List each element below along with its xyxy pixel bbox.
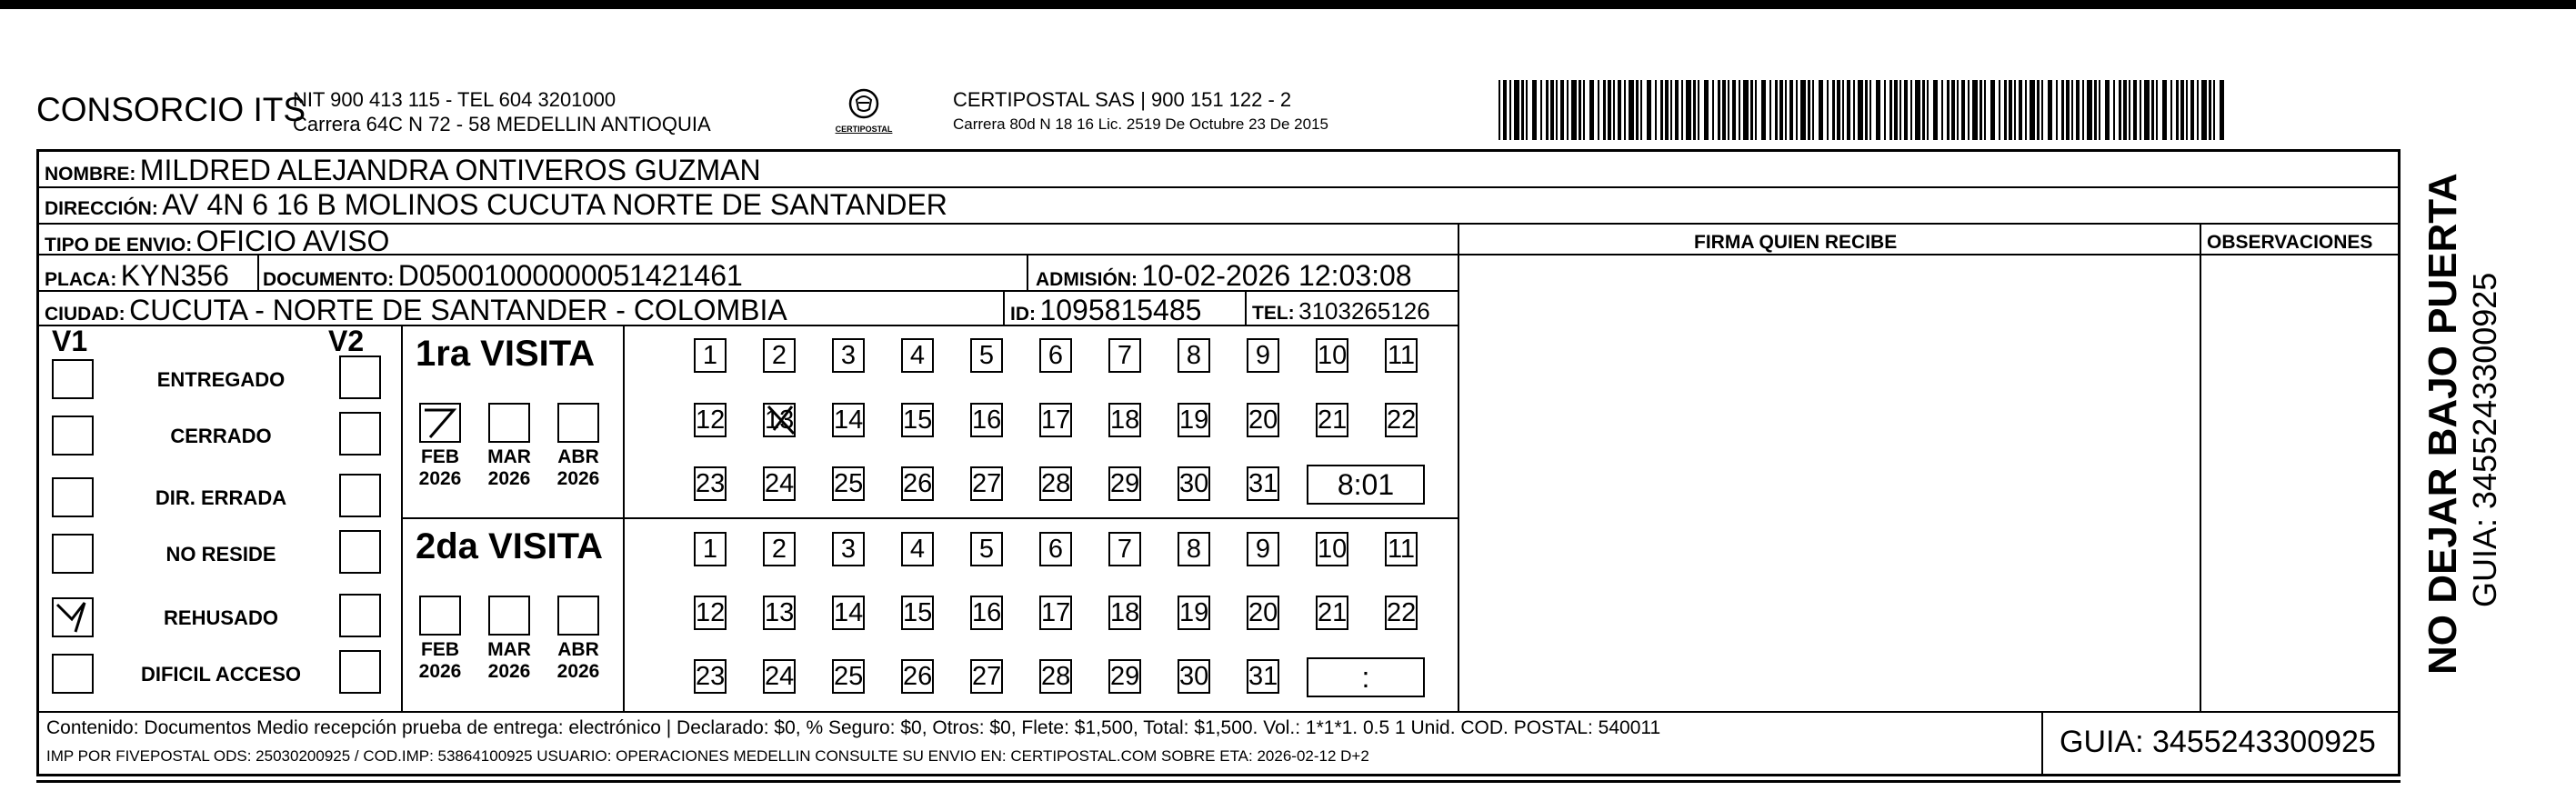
barcode-bar [1509, 80, 1511, 140]
barcode-bar [1941, 80, 1943, 140]
v2-checkbox[interactable] [339, 355, 381, 399]
barcode-bar [1546, 80, 1549, 140]
tipo-label: TIPO DE ENVIO: [45, 235, 193, 255]
v1-checkbox[interactable] [52, 416, 94, 456]
barcode-bar [1579, 80, 1581, 140]
certipostal-address: Carrera 80d N 18 16 Lic. 2519 De Octubre 23 De 2015 [953, 115, 1328, 133]
barcode-bar [2170, 80, 2172, 140]
barcode-bar [2123, 80, 2127, 140]
barcode-bar [1984, 80, 1986, 140]
nit-line: NIT 900 413 115 - TEL 604 3201000 [293, 88, 616, 111]
second-visit-day[interactable]: 28 [1039, 659, 1072, 694]
first-visit-day[interactable]: 28 [1039, 466, 1072, 501]
side-guia: GUIA: 3455243300925 [2466, 272, 2503, 607]
v2-header: V2 [328, 325, 365, 357]
bottom-edge [36, 780, 2401, 783]
first-visit-day[interactable]: 13 [763, 403, 796, 437]
second-visit-day[interactable]: 10 [1316, 532, 1348, 566]
month-name: FEB [421, 639, 459, 660]
nombre-row [45, 154, 761, 187]
barcode-bar [1853, 80, 1855, 140]
first-visit-month-box[interactable] [488, 403, 530, 443]
barcode-bar [2094, 80, 2097, 140]
direccion-row [45, 188, 947, 222]
barcode-bar [2129, 80, 2130, 140]
company-info [293, 87, 711, 136]
barcode-bar [1796, 80, 1798, 140]
first-visit-day[interactable]: 14 [832, 403, 865, 437]
first-visit-day[interactable]: 22 [1385, 403, 1418, 437]
barcode-bar [1947, 80, 1950, 140]
barcode-bar [2037, 80, 2040, 140]
barcode-bar [1832, 80, 1835, 140]
barcode-bar [2119, 80, 2121, 140]
first-visit-day[interactable]: 6 [1039, 338, 1072, 373]
barcode-bar [1540, 80, 1542, 140]
barcode-bar [1521, 80, 1524, 140]
first-visit-day[interactable]: 11 [1385, 338, 1418, 373]
logo-text: CERTIPOSTAL [835, 125, 893, 134]
first-visit-day[interactable]: 12 [694, 403, 727, 437]
month-name: MAR [487, 639, 531, 660]
barcode-bar [1728, 80, 1729, 140]
barcode-bar [1589, 80, 1594, 140]
direccion-label: DIRECCIÓN: [45, 198, 158, 219]
first-visit-day[interactable]: 10 [1316, 338, 1348, 373]
barcode [1498, 80, 2226, 140]
barcode-bar [1665, 80, 1669, 140]
barcode-bar [1660, 80, 1663, 140]
barcode-bar [2209, 80, 2211, 140]
first-visit-day[interactable]: 19 [1178, 403, 1210, 437]
barcode-bar [2076, 80, 2080, 140]
barcode-bar [1889, 80, 1892, 140]
first-visit-day[interactable]: 3 [832, 338, 865, 373]
second-visit-day[interactable]: 25 [832, 659, 865, 694]
barcode-bar [1750, 80, 1753, 140]
barcode-bar [1698, 80, 1699, 140]
first-visit-day[interactable]: 30 [1178, 466, 1210, 501]
direccion-value: AV 4N 6 16 B MOLINOS CUCUTA NORTE DE SANTANDER [162, 188, 947, 221]
barcode-bar [1951, 80, 1955, 140]
barcode-bar [2213, 80, 2215, 140]
tel-label: TEL: [1252, 303, 1295, 324]
month-year: 2026 [418, 468, 462, 489]
barcode-bar [2133, 80, 2137, 140]
id-value: 1095815485 [1039, 294, 1202, 326]
second-visit-day[interactable]: 8 [1178, 532, 1210, 566]
second-visit-month-box[interactable] [488, 596, 530, 636]
barcode-bar [2099, 80, 2100, 140]
barcode-bar [1915, 80, 1920, 140]
barcode-bar [1837, 80, 1840, 140]
barcode-bar [2061, 80, 2064, 140]
certipostal-line: CERTIPOSTAL SAS | 900 151 122 - 2 [953, 88, 1292, 111]
barcode-bar [1718, 80, 1720, 140]
barcode-bar [1957, 80, 1959, 140]
first-visit-day[interactable]: 25 [832, 466, 865, 501]
second-visit-title: 2da VISITA [416, 526, 603, 566]
barcode-bar [1498, 80, 1500, 140]
second-visit-day[interactable]: 3 [832, 532, 865, 566]
first-visit-day[interactable]: 21 [1316, 403, 1348, 437]
status-label: CERRADO [170, 425, 272, 447]
barcode-bar [1980, 80, 1982, 140]
second-visit-day[interactable]: 9 [1247, 532, 1279, 566]
company-address: Carrera 64C N 72 - 58 MEDELLIN ANTIOQUIA [293, 113, 711, 135]
first-visit-day[interactable]: 17 [1039, 403, 1072, 437]
barcode-bar [1842, 80, 1844, 140]
barcode-bar [1910, 80, 1912, 140]
barcode-bar [1827, 80, 1829, 140]
tel-row [1252, 297, 1430, 325]
barcode-bar [2156, 80, 2158, 140]
second-visit-day[interactable]: 7 [1108, 532, 1141, 566]
footer-guia: GUIA: 3455243300925 [2060, 725, 2376, 759]
ciudad-value: CUCUTA - NORTE DE SANTANDER - COLOMBIA [129, 294, 787, 326]
barcode-bar [1927, 80, 1929, 140]
placa-row [45, 259, 229, 293]
second-visit-day[interactable]: 30 [1178, 659, 1210, 694]
first-visit-month-box[interactable] [419, 403, 461, 443]
v1-checkbox[interactable] [52, 359, 94, 399]
second-visit-day[interactable]: 26 [901, 659, 934, 694]
barcode-bar [2162, 80, 2167, 140]
first-visit-day[interactable]: 29 [1108, 466, 1141, 501]
v2-checkbox[interactable] [339, 594, 381, 637]
month-name: ABR [557, 639, 599, 660]
barcode-bar [1808, 80, 1810, 140]
barcode-bar [1514, 80, 1519, 140]
barcode-bar [2025, 80, 2027, 140]
barcode-bar [1681, 80, 1683, 140]
first-visit-day[interactable]: 2 [763, 338, 796, 373]
status-label: DIFICIL ACCESO [140, 663, 301, 686]
barcode-bar [1686, 80, 1691, 140]
barcode-bar [1624, 80, 1626, 140]
placa-value: KYN356 [120, 259, 229, 292]
admision-row [1036, 259, 1412, 293]
first-visit-day[interactable]: 26 [901, 466, 934, 501]
month-name: MAR [487, 446, 531, 467]
second-visit-day[interactable]: 11 [1385, 532, 1418, 566]
certipostal-info [953, 87, 1328, 136]
second-visit-day[interactable]: 2 [763, 532, 796, 566]
barcode-bar [1636, 80, 1639, 140]
documento-value: D05001000000051421461 [397, 259, 743, 292]
status-label: NO RESIDE [165, 543, 276, 566]
barcode-bar [2071, 80, 2073, 140]
barcode-bar [1704, 80, 1709, 140]
nombre-label: NOMBRE: [45, 164, 136, 185]
nombre-value: MILDRED ALEJANDRA ONTIVEROS GUZMAN [139, 154, 761, 186]
barcode-bar [1556, 80, 1558, 140]
tipo-value: OFICIO AVISO [195, 225, 390, 257]
barcode-bar [2201, 80, 2207, 140]
barcode-bar [1990, 80, 1995, 140]
second-visit-day[interactable]: 19 [1178, 596, 1210, 630]
first-visit-day[interactable]: 20 [1247, 403, 1279, 437]
barcode-bar [1608, 80, 1611, 140]
second-visit-day[interactable]: 15 [901, 596, 934, 630]
first-visit-day[interactable]: 27 [970, 466, 1003, 501]
barcode-bar [1785, 80, 1787, 140]
barcode-bar [1933, 80, 1938, 140]
barcode-bar [2087, 80, 2092, 140]
first-visit-time[interactable]: 8:01 [1307, 465, 1425, 505]
second-visit-month-box[interactable] [557, 596, 599, 636]
barcode-bar [2009, 80, 2012, 140]
barcode-bar [1922, 80, 1925, 140]
v2-checkbox[interactable] [339, 474, 381, 517]
first-visit-day[interactable]: 5 [970, 338, 1003, 373]
first-visit-month-label [482, 446, 536, 490]
barcode-bar [1968, 80, 1970, 140]
barcode-bar [1865, 80, 1868, 140]
v2-checkbox[interactable] [339, 650, 381, 694]
barcode-bar [1732, 80, 1736, 140]
barcode-bar [2113, 80, 2115, 140]
first-visit-day[interactable]: 9 [1247, 338, 1279, 373]
month-year: 2026 [556, 468, 600, 489]
first-visit-day[interactable]: 8 [1178, 338, 1210, 373]
barcode-bar [2176, 80, 2179, 140]
barcode-bar [1819, 80, 1823, 140]
barcode-bar [2180, 80, 2184, 140]
barcode-bar [1532, 80, 1537, 140]
barcode-bar [2030, 80, 2035, 140]
barcode-bar [1812, 80, 1814, 140]
barcode-bar [1899, 80, 1901, 140]
second-visit-day[interactable]: 18 [1108, 596, 1141, 630]
barcode-bar [1526, 80, 1528, 140]
certipostal-logo [827, 85, 900, 149]
second-visit-day[interactable]: 20 [1247, 596, 1279, 630]
first-visit-month-label [413, 446, 467, 490]
second-visit-day[interactable]: 22 [1385, 596, 1418, 630]
barcode-bar [1647, 80, 1651, 140]
barcode-bar [2151, 80, 2154, 140]
barcode-bar [1779, 80, 1783, 140]
first-visit-title: 1ra VISITA [416, 334, 596, 374]
month-year: 2026 [487, 468, 531, 489]
barcode-bar [2140, 80, 2141, 140]
firma-header: FIRMA QUIEN RECIBE [1694, 232, 1898, 253]
first-visit-month-label [551, 446, 606, 490]
month-year: 2026 [556, 661, 600, 682]
first-visit-day[interactable]: 18 [1108, 403, 1141, 437]
barcode-bar [1603, 80, 1606, 140]
first-visit-day[interactable]: 24 [763, 466, 796, 501]
barcode-bar [1761, 80, 1766, 140]
barcode-bar [2190, 80, 2194, 140]
documento-label: DOCUMENTO: [263, 269, 395, 290]
barcode-bar [2186, 80, 2188, 140]
second-visit-day[interactable]: 13 [763, 596, 796, 630]
barcode-bar [1999, 80, 2000, 140]
barcode-bar [2019, 80, 2022, 140]
placa-label: PLACA: [45, 269, 117, 290]
first-visit-day[interactable]: 23 [694, 466, 727, 501]
second-visit-month-label [413, 639, 467, 683]
status-label: DIR. ERRADA [155, 486, 287, 509]
barcode-bar [2197, 80, 2199, 140]
second-visit-day[interactable]: 17 [1039, 596, 1072, 630]
barcode-bar [1789, 80, 1793, 140]
barcode-bar [1876, 80, 1880, 140]
v1-checkbox[interactable] [52, 654, 94, 694]
observaciones-header: OBSERVACIONES [2207, 232, 2373, 253]
barcode-bar [2048, 80, 2052, 140]
status-label: ENTREGADO [156, 368, 286, 391]
v1-checkbox[interactable] [52, 597, 94, 637]
barcode-bar [1670, 80, 1672, 140]
first-visit-month-box[interactable] [557, 403, 599, 443]
second-visit-day[interactable]: 31 [1247, 659, 1279, 694]
barcode-bar [1858, 80, 1863, 140]
second-visit-month-label [482, 639, 536, 683]
v2-checkbox[interactable] [339, 412, 381, 456]
footer-contenido: Contenido: Documentos Medio recepción prueba de entrega: electrónico | Declarado: $0, % Seguro: $0, Otros: $0, Flete: $1,500, Total: $1,500. Vol.: 1*1*1. 0.5 1 Unid. COD. POSTAL: 540011 [46, 717, 1661, 738]
barcode-bar [1739, 80, 1740, 140]
barcode-bar [2082, 80, 2084, 140]
barcode-bar [1655, 80, 1657, 140]
barcode-bar [1904, 80, 1908, 140]
barcode-bar [1743, 80, 1749, 140]
ciudad-row [45, 294, 787, 327]
second-visit-day[interactable]: 29 [1108, 659, 1141, 694]
v1-header: V1 [52, 325, 88, 357]
v1-checkbox[interactable] [52, 477, 94, 517]
second-visit-month-label [551, 639, 606, 683]
second-visit-day[interactable]: 1 [694, 532, 727, 566]
tel-value: 3103265126 [1298, 297, 1430, 325]
second-visit-day[interactable]: 23 [694, 659, 727, 694]
second-visit-day[interactable]: 27 [970, 659, 1003, 694]
barcode-bar [1712, 80, 1714, 140]
second-visit-day[interactable]: 21 [1316, 596, 1348, 630]
barcode-bar [2144, 80, 2150, 140]
barcode-bar [1693, 80, 1696, 140]
company-name: CONSORCIO ITS [36, 91, 306, 128]
barcode-bar [1884, 80, 1886, 140]
second-visit-time[interactable]: : [1307, 657, 1425, 697]
month-name: ABR [557, 446, 599, 467]
second-visit-day[interactable]: 12 [694, 596, 727, 630]
id-label: ID: [1010, 304, 1036, 325]
second-visit-day[interactable]: 4 [901, 532, 934, 566]
barcode-bar [1800, 80, 1806, 140]
barcode-bar [1675, 80, 1679, 140]
admision-value: 10-02-2026 12:03:08 [1141, 259, 1412, 292]
barcode-bar [1894, 80, 1898, 140]
barcode-bar [1869, 80, 1871, 140]
barcode-bar [1583, 80, 1585, 140]
barcode-bar [1775, 80, 1778, 140]
barcode-bar [1550, 80, 1554, 140]
first-visit-day[interactable]: 1 [694, 338, 727, 373]
ciudad-label: CIUDAD: [45, 304, 125, 325]
barcode-bar [1755, 80, 1757, 140]
delivery-form [36, 149, 2401, 776]
month-name: FEB [421, 446, 459, 467]
barcode-bar [1629, 80, 1634, 140]
first-visit-day[interactable]: 4 [901, 338, 934, 373]
second-visit-day[interactable]: 6 [1039, 532, 1072, 566]
barcode-bar [1560, 80, 1564, 140]
barcode-bar [1972, 80, 1978, 140]
barcode-bar [1598, 80, 1599, 140]
footer-imp: IMP POR FIVEPOSTAL ODS: 25030200925 / COD.IMP: 53864100925 USUARIO: OPERACIONES MEDELLIN CONSULTE SU ENVIO EN: CERTIPOSTAL.COM SOBRE ETA: 2026-02-12 D+2 [46, 747, 1369, 765]
barcode-bar [1722, 80, 1726, 140]
second-visit-month-box[interactable] [419, 596, 461, 636]
barcode-bar [1640, 80, 1642, 140]
first-visit-day[interactable]: 16 [970, 403, 1003, 437]
barcode-bar [2066, 80, 2070, 140]
v1-checkbox[interactable] [52, 534, 94, 574]
barcode-bar [2014, 80, 2016, 140]
first-visit-day[interactable]: 31 [1247, 466, 1279, 501]
barcode-bar [1769, 80, 1771, 140]
barcode-bar [1613, 80, 1615, 140]
side-warning: NO DEJAR BAJO PUERTA [2421, 173, 2465, 675]
top-edge [0, 0, 2576, 9]
barcode-bar [2056, 80, 2058, 140]
documento-row [263, 259, 743, 293]
second-visit-day[interactable]: 24 [763, 659, 796, 694]
month-year: 2026 [418, 661, 462, 682]
barcode-bar [2105, 80, 2110, 140]
barcode-bar [1503, 80, 1507, 140]
barcode-bar [2041, 80, 2043, 140]
admision-label: ADMISIÓN: [1036, 269, 1138, 290]
first-visit-day[interactable]: 15 [901, 403, 934, 437]
logo-emblem-icon [846, 85, 882, 122]
barcode-bar [1567, 80, 1569, 140]
id-row [1010, 294, 1201, 327]
first-visit-day[interactable]: 7 [1108, 338, 1141, 373]
barcode-bar [1618, 80, 1621, 140]
second-visit-day[interactable]: 16 [970, 596, 1003, 630]
second-visit-day[interactable]: 14 [832, 596, 865, 630]
barcode-bar [1961, 80, 1965, 140]
month-year: 2026 [487, 661, 531, 682]
v2-checkbox[interactable] [339, 530, 381, 574]
barcode-bar [2004, 80, 2007, 140]
barcode-bar [2220, 80, 2224, 140]
barcode-bar [1847, 80, 1850, 140]
barcode-bar [1571, 80, 1577, 140]
status-label: REHUSADO [164, 606, 278, 629]
second-visit-day[interactable]: 5 [970, 532, 1003, 566]
